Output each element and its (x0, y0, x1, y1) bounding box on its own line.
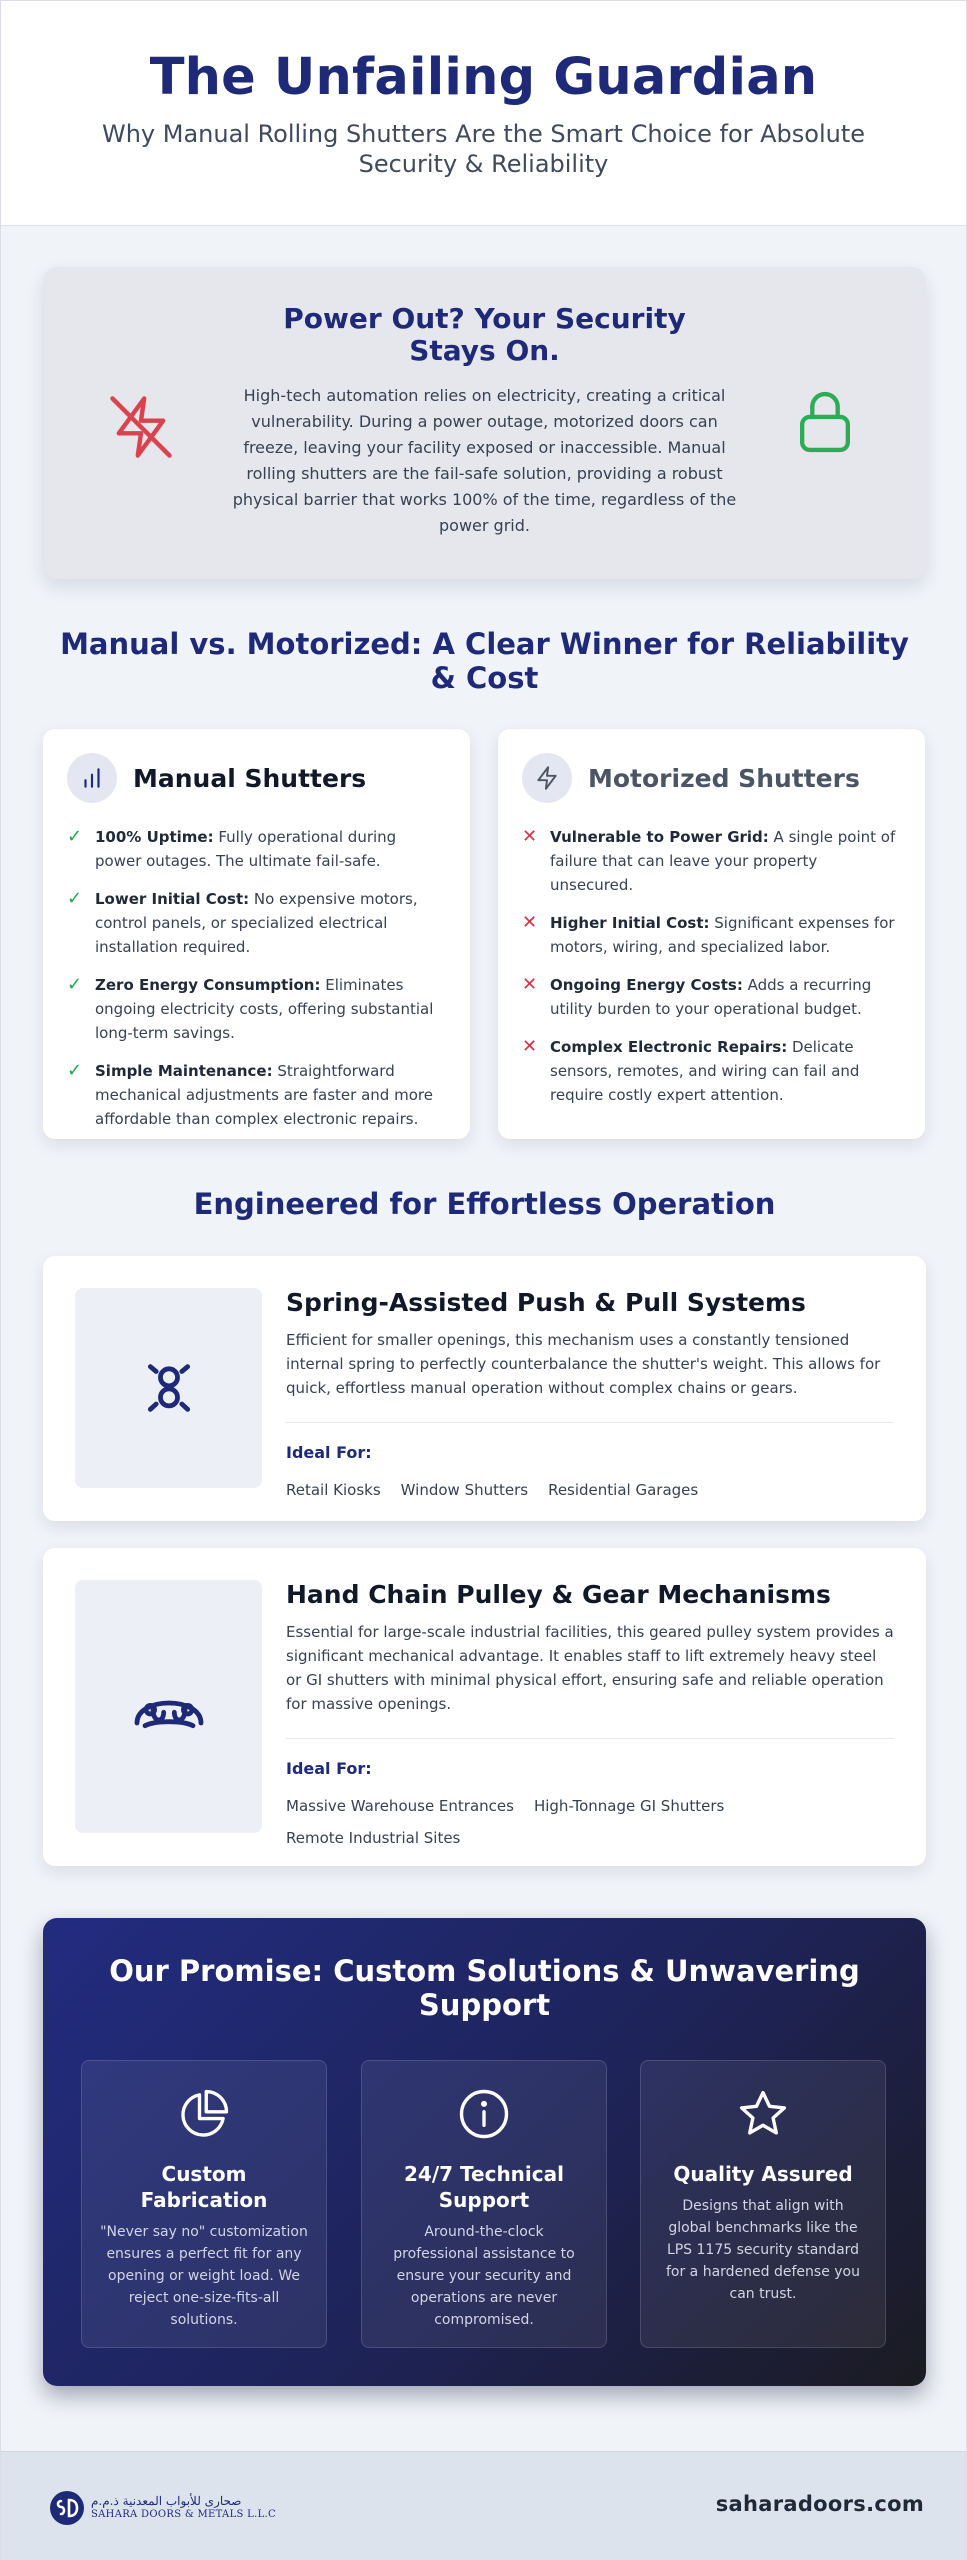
bolt-icon (522, 753, 572, 803)
divider (286, 1738, 894, 1739)
check-icon: ✓ (67, 888, 83, 909)
engineered-section-title: Engineered for Effortless Operation (193, 1187, 776, 1221)
cross-icon: ✕ (522, 826, 538, 847)
check-icon: ✓ (67, 1060, 83, 1081)
motorized-drawbacks-list (522, 825, 901, 1107)
chain-pulley-body (286, 1578, 894, 1854)
power-title: Power Out? Your Security Stays On. (283, 302, 686, 367)
star-icon (736, 2087, 790, 2141)
promise-section (43, 1918, 926, 2386)
mechanism-description: Efficient for smaller openings, this mechanism uses a constantly tensioned internal spring to perfectly counterbalance the shutter's weight. This allows for quick, effortless manual operation without complex chains or gears. (286, 1331, 881, 1397)
promise-card-title: Quality Assured (673, 2162, 853, 2186)
check-icon: ✓ (67, 974, 83, 995)
lock-icon (794, 389, 856, 455)
promise-card-custom (81, 2060, 327, 2348)
mechanism-title: Hand Chain Pulley & Gear Mechanisms (286, 1580, 831, 1609)
list-item: ✕ Ongoing Energy Costs: Adds a recurring utility burden to your operational budget. (522, 973, 901, 1021)
list-item: ✓ Lower Initial Cost: No expensive motors, control panels, or specialized electrical installation required. (67, 887, 446, 959)
promise-card-text: Designs that align with global benchmarks like the LPS 1175 security standard for a hardened defense you can trust. (665, 2198, 860, 2302)
list-item: ✕ Higher Initial Cost: Significant expenses for motors, wiring, and specialized labor. (522, 911, 901, 959)
manual-benefits-list (67, 825, 446, 1131)
promise-card-text: "Never say no" customization ensures a perfect fit for any opening or weight load. We reject one-size-fits-all solutions. (100, 2224, 308, 2328)
manual-shutters-card (43, 729, 470, 1139)
comparison-section-title: Manual vs. Motorized: A Clear Winner for Reliability & Cost (60, 627, 909, 695)
pie-chart-icon (177, 2087, 231, 2141)
list-item: ✓ Simple Maintenance: Straightforward mechanical adjustments are faster and more affordable than complex electronic repairs. (67, 1059, 446, 1131)
divider (286, 1422, 894, 1423)
info-icon (457, 2087, 511, 2141)
ideal-for-tags (286, 1790, 894, 1854)
power-outage-card (43, 267, 926, 579)
pulley-icon (75, 1580, 262, 1833)
list-item: ✓ 100% Uptime: Fully operational during power outages. The ultimate fail-safe. (67, 825, 446, 873)
manual-card-header (67, 753, 446, 803)
ideal-for-tag: Residential Garages (548, 1481, 699, 1499)
motorized-card-title: Motorized Shutters (588, 763, 860, 793)
list-item: ✕ Vulnerable to Power Grid: A single point of failure that can leave your property unsecured. (522, 825, 901, 897)
page-subtitle: Why Manual Rolling Shutters Are the Smart Choice for Absolute Security & Reliability (101, 120, 866, 178)
chain-pulley-card (43, 1548, 926, 1866)
spring-mechanism-card (43, 1256, 926, 1521)
logo-english-name: SAHARA DOORS & METALS L.L.C (91, 2509, 276, 2520)
promise-card-quality (640, 2060, 886, 2348)
company-logo[interactable] (49, 2490, 276, 2526)
bolt-off-icon (103, 389, 179, 465)
hero-header (1, 1, 966, 226)
list-item: ✓ Zero Energy Consumption: Eliminates ongoing electricity costs, offering substantial long-term savings. (67, 973, 446, 1045)
list-item: ✕ Complex Electronic Repairs: Delicate sensors, remotes, and wiring can fail and require costly expert attention. (522, 1035, 901, 1107)
promise-card-support (361, 2060, 607, 2348)
spring-icon (75, 1288, 262, 1488)
cross-icon: ✕ (522, 974, 538, 995)
page-title: The Unfailing Guardian (149, 48, 818, 107)
ideal-for-tag: Window Shutters (400, 1481, 529, 1499)
ideal-for-tag: Remote Industrial Sites (286, 1829, 461, 1847)
ideal-for-tag: High-Tonnage GI Shutters (533, 1797, 725, 1815)
promise-title: Our Promise: Custom Solutions & Unwavering Support (109, 1954, 860, 2022)
ideal-for-label: Ideal For: (286, 1759, 372, 1778)
motorized-card-header (522, 753, 901, 803)
manual-card-title: Manual Shutters (133, 763, 367, 793)
logo-text (91, 2494, 276, 2522)
website-link[interactable]: saharadoors.com (715, 2492, 924, 2516)
promise-card-title: 24/7 Technical Support (404, 2162, 564, 2212)
promise-card-title: Custom Fabrication (140, 2162, 268, 2212)
logo-mark-icon (49, 2490, 85, 2526)
ideal-for-tags (286, 1474, 894, 1506)
mechanism-title: Spring-Assisted Push & Pull Systems (286, 1288, 806, 1317)
motorized-shutters-card (498, 729, 925, 1139)
ideal-for-label: Ideal For: (286, 1443, 372, 1462)
cross-icon: ✕ (522, 1036, 538, 1057)
cross-icon: ✕ (522, 912, 538, 933)
ideal-for-tag: Massive Warehouse Entrances (286, 1797, 514, 1815)
logo-arabic-name: صحارى للأبواب المعدنية ذ.م.م (91, 2494, 242, 2508)
promise-card-text: Around-the-clock professional assistance to ensure your security and operations are never compromised. (393, 2224, 575, 2328)
footer (1, 2451, 966, 2560)
ideal-for-tag: Retail Kiosks (286, 1481, 381, 1499)
check-icon: ✓ (67, 826, 83, 847)
bar-chart-icon (67, 753, 117, 803)
power-text: High-tech automation relies on electricity, creating a critical vulnerability. During a power outage, motorized doors can freeze, leaving your facility exposed or inaccessible. Manual rolling shutters are the fail-safe solution, providing a robust physical barrier that works 100% of the time, regardless of the power grid. (232, 386, 737, 535)
mechanism-description: Essential for large-scale industrial facilities, this geared pulley system provides a significant mechanical advantage. It enables staff to lift extremely heavy steel or GI shutters with minimal physical effort, ensuring safe and reliable operation for massive openings. (286, 1623, 894, 1713)
spring-mechanism-body (286, 1286, 894, 1506)
